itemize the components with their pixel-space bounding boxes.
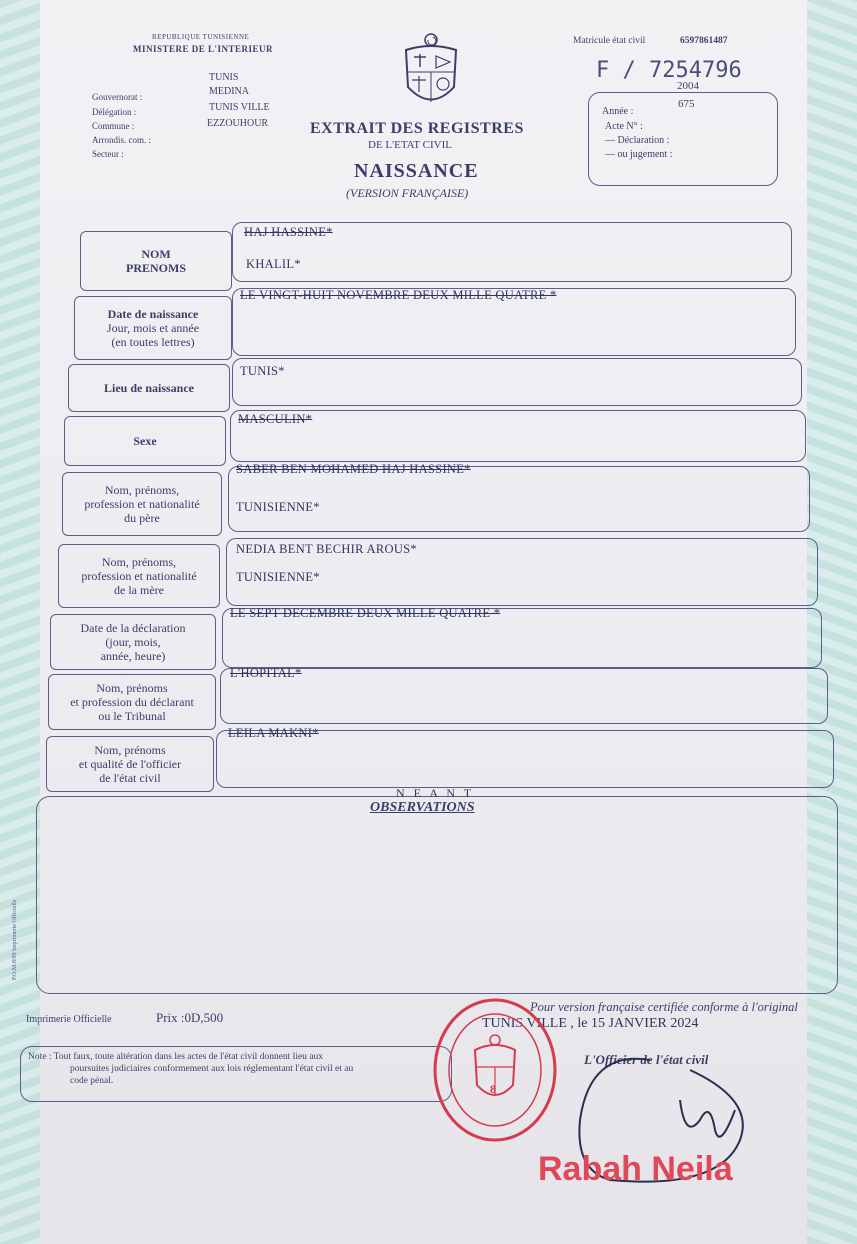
label-pere-3: du père	[124, 511, 160, 525]
value-date-naissance: LE VINGT-HUIT NOVEMBRE DEUX MILLE QUATRE *	[240, 288, 557, 302]
label-nom: NOM	[141, 247, 171, 261]
note-line-3: code pénal.	[70, 1076, 114, 1086]
label-declaration-3: année, heure)	[100, 649, 166, 663]
acte-label: Acte N° :	[605, 121, 643, 132]
label-box-declaration	[50, 614, 216, 670]
title-version: (VERSION FRANÇAISE)	[346, 186, 469, 200]
observations-box	[36, 796, 838, 994]
label-prenoms: PRENOMS	[126, 261, 186, 275]
value-declaration: LE SEPT DECEMBRE DEUX MILLE QUATRE *	[230, 606, 501, 620]
certification-text: Pour version française certifiée conforme à l'original	[530, 1000, 798, 1014]
commune-label: Commune :	[92, 121, 135, 131]
label-mere-3: de la mère	[114, 583, 164, 597]
secteur-label: Secteur :	[92, 149, 124, 159]
observations-title: OBSERVATIONS	[370, 800, 475, 815]
municipality-stamp-icon	[430, 995, 560, 1145]
delegation-label: Délégation :	[92, 107, 137, 117]
label-declarant-2: et profession du déclarant	[70, 695, 194, 709]
label-box-sexe	[64, 416, 226, 466]
label-declarant-3: ou le Tribunal	[98, 709, 166, 723]
jugement-label: — ou jugement :	[605, 149, 673, 160]
title-etat-civil: DE L'ETAT CIVIL	[368, 139, 452, 151]
label-declarant-1: Nom, prénoms	[96, 681, 168, 695]
label-box-officier	[46, 736, 214, 792]
arrondis-label: Arrondis. com. :	[92, 135, 151, 145]
label-declaration-2: (jour, mois,	[105, 635, 161, 649]
arrondissement-value: EZZOUHOUR	[207, 118, 269, 129]
label-box-lieu	[68, 364, 230, 412]
value-officier: LEILA MAKNI*	[228, 726, 319, 740]
label-box-declarant	[48, 674, 216, 730]
prix-text: Prix :0D,500	[156, 1010, 224, 1025]
label-lieu: Lieu de naissance	[103, 381, 194, 395]
label-box-pere	[62, 472, 222, 536]
value-pere-nom: SABER BEN MOHAMED HAJ HASSINE*	[236, 462, 471, 476]
value-lieu: TUNIS*	[240, 364, 285, 378]
value-declarant: L'HOPITAL*	[230, 666, 302, 680]
tunisia-emblem-icon	[398, 32, 464, 114]
value-pere-nationalite: TUNISIENNE*	[236, 500, 320, 514]
matricule-label: Matricule état civil	[573, 36, 646, 46]
label-mere-2: profession et nationalité	[81, 569, 197, 583]
value-box-sexe	[230, 410, 806, 462]
label-date-naissance-sub1: Jour, mois et année	[106, 321, 200, 335]
note-line-1: Note : Tout faux, toute altération dans les actes de l'état civil donnent lieu aux	[28, 1052, 324, 1062]
delegation-value: MEDINA	[209, 86, 249, 97]
observations-neant: N E A N T	[396, 786, 475, 800]
value-prenom: KHALIL*	[246, 257, 301, 271]
label-mere-1: Nom, prénoms,	[101, 555, 177, 569]
value-mere-nom: NEDIA BENT BECHIR AROUS*	[236, 542, 417, 556]
lieu-date-text: TUNIS VILLE , le 15 JANVIER 2024	[482, 1016, 699, 1031]
value-box-lieu	[232, 358, 802, 406]
title-naissance: NAISSANCE	[354, 160, 479, 182]
imprimerie-text: Imprimerie Officielle	[26, 1014, 112, 1025]
label-box-date-naissance	[74, 296, 232, 360]
value-sexe: MASCULIN*	[238, 412, 313, 426]
label-date-naissance-sub2: (en toutes lettres)	[111, 335, 195, 349]
title-extrait: EXTRAIT DES REGISTRES	[310, 120, 524, 137]
label-pere-2: profession et nationalité	[84, 497, 200, 511]
commune-value: TUNIS VILLE	[209, 102, 270, 113]
signature-name: Rabah Neila	[538, 1150, 733, 1188]
label-officier-2: et qualité de l'officier	[78, 757, 182, 771]
matricule-value: 6597861487	[680, 36, 728, 46]
value-mere-nationalite: TUNISIENNE*	[236, 570, 320, 584]
annee-label: Année :	[602, 106, 634, 117]
label-sexe: Sexe	[133, 434, 157, 448]
label-pere-1: Nom, prénoms,	[104, 483, 180, 497]
serial-number: F / 7254796	[596, 58, 742, 83]
stamp-number: 8	[490, 1082, 496, 1096]
label-date-naissance: Date de naissance	[107, 307, 199, 321]
ministere-text: MINISTERE DE L'INTERIEUR	[133, 44, 274, 54]
gouvernorat-label: Gouvernorat :	[92, 92, 143, 102]
label-officier-3: de l'état civil	[99, 771, 161, 785]
gouvernorat-value: TUNIS	[209, 72, 239, 83]
value-nom: HAJ HASSINE*	[244, 225, 333, 239]
annee-value: 2004	[677, 80, 699, 92]
officier-signature-label: L'Officier de l'état civil	[584, 1052, 709, 1067]
label-declaration-1: Date de la déclaration	[80, 621, 186, 635]
declaration-label: — Déclaration :	[605, 135, 670, 146]
side-imprint: P.O.M.8/99 Imprimerie Officielle	[12, 899, 18, 980]
label-box-nom	[80, 231, 232, 291]
republique-text: REPUBLIQUE TUNISIENNE	[152, 33, 250, 41]
label-officier-1: Nom, prénoms	[94, 743, 166, 757]
label-box-mere	[58, 544, 220, 608]
note-line-2: poursuites judiciaires conformement aux lois réglementant l'état civil et au	[70, 1064, 354, 1074]
acte-value: 675	[678, 98, 695, 110]
value-box-declarant	[220, 668, 828, 724]
